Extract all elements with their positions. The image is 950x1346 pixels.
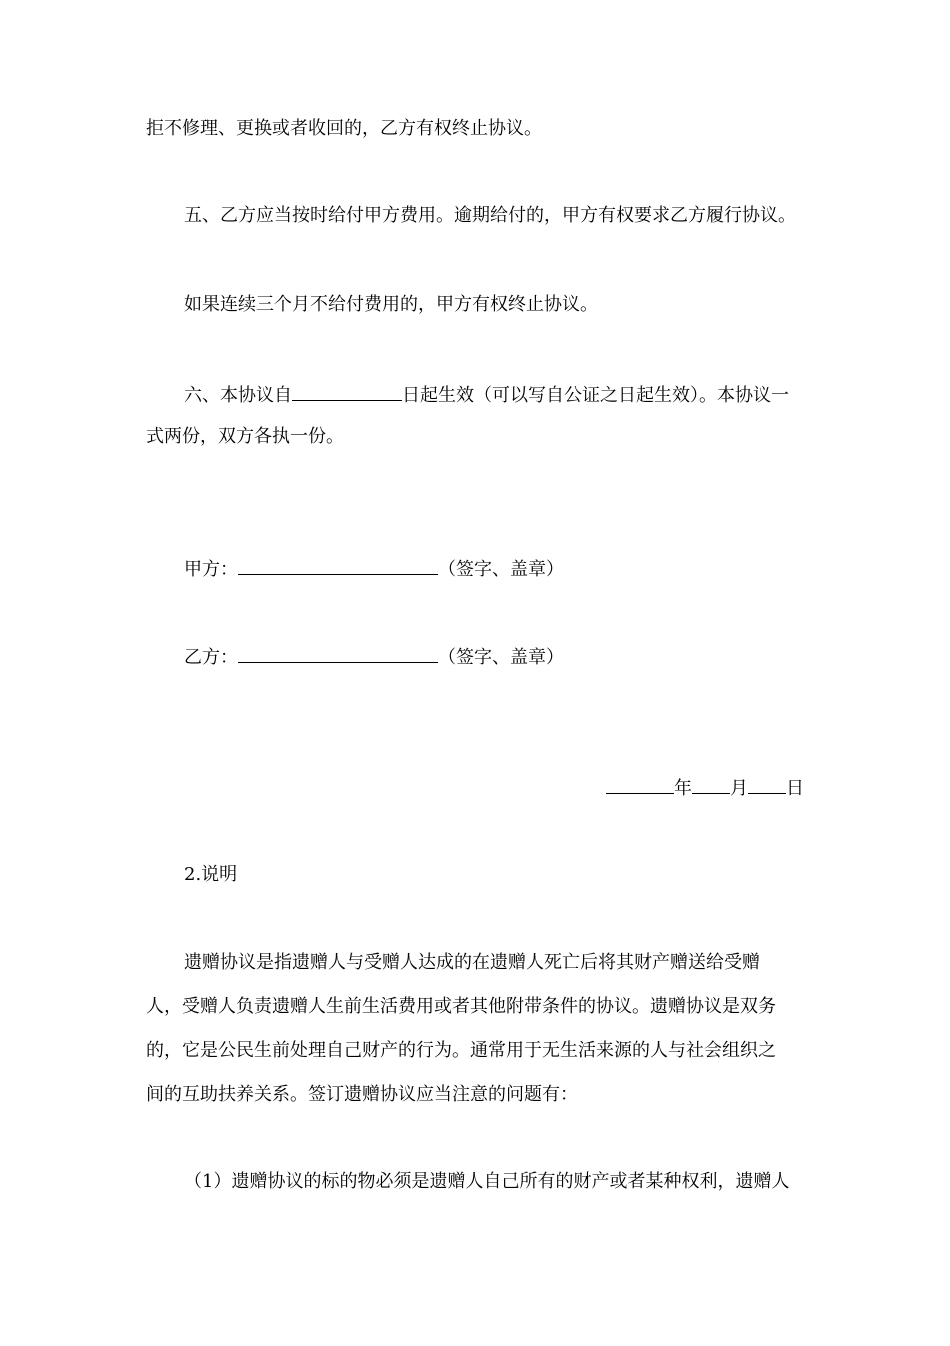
clause4-end: 拒不修理、更换或者收回的，乙方有权终止协议。 xyxy=(146,118,542,139)
clause6-line2: 式两份，双方各执一份。 xyxy=(146,426,344,447)
party-a-signature-blank[interactable] xyxy=(238,558,438,575)
party-b-note: （签字、盖章） xyxy=(438,647,564,668)
explanation-para1-line4: 间的互助扶养关系。签订遗赠协议应当注意的问题有： xyxy=(146,1084,578,1105)
clause5-line2: 如果连续三个月不给付费用的，甲方有权终止协议。 xyxy=(184,294,598,315)
clause6-prefix: 六、本协议自 xyxy=(184,385,292,406)
explanation-heading: 2.说明 xyxy=(184,864,238,885)
party-b-signature-blank[interactable] xyxy=(238,646,438,663)
date-line xyxy=(606,777,804,798)
day-blank[interactable] xyxy=(748,777,786,794)
clause5-line1: 五、乙方应当按时给付甲方费用。逾期给付的，甲方有权要求乙方履行协议。 xyxy=(184,205,796,226)
explanation-para1-line3: 的，它是公民生前处理自己财产的行为。通常用于无生活来源的人与社会组织之 xyxy=(146,1040,776,1061)
explanation-para1-line1: 遗赠协议是指遗赠人与受赠人达成的在遗赠人死亡后将其财产赠送给受赠 xyxy=(184,952,760,973)
clause6-suffix: 日起生效（可以写自公证之日起生效）。本协议一 xyxy=(402,385,789,406)
year-blank[interactable] xyxy=(606,777,674,794)
explanation-para1-line2: 人，受赠人负责遗赠人生前生活费用或者其他附带条件的协议。遗赠协议是双务 xyxy=(146,996,776,1017)
clause6-line1 xyxy=(184,384,789,405)
party-b-signature xyxy=(184,646,564,667)
effective-date-blank[interactable] xyxy=(292,384,402,401)
party-a-note: （签字、盖章） xyxy=(438,559,564,580)
party-a-signature xyxy=(184,558,564,579)
day-label: 日 xyxy=(786,778,804,799)
month-blank[interactable] xyxy=(692,777,730,794)
year-label: 年 xyxy=(674,778,692,799)
party-b-label: 乙方： xyxy=(184,647,238,668)
party-a-label: 甲方： xyxy=(184,559,238,580)
month-label: 月 xyxy=(730,778,748,799)
explanation-item1: （1）遗赠协议的标的物必须是遗赠人自己所有的财产或者某种权利，遗赠人 xyxy=(184,1171,790,1192)
